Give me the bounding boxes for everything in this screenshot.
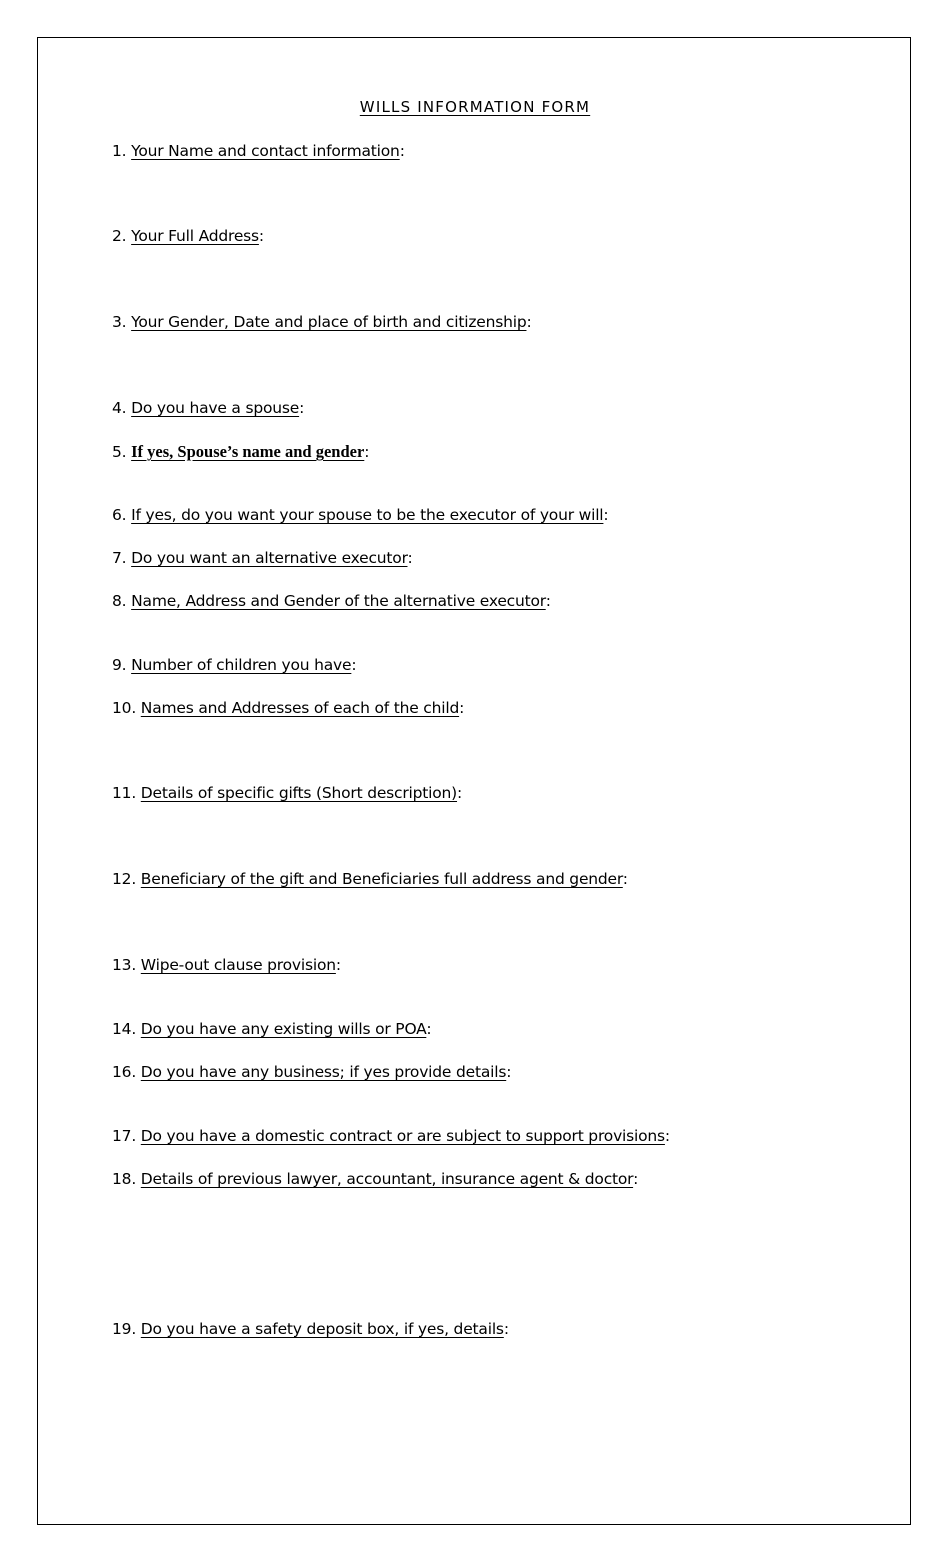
- question-number: 4.: [112, 399, 127, 417]
- question-colon: :: [633, 1170, 639, 1188]
- question-colon: :: [503, 1320, 509, 1338]
- question-label: Do you have a safety deposit box, if yes, details: [140, 1320, 504, 1338]
- question-number: 13.: [112, 956, 137, 974]
- question-label: Your Name and contact information: [131, 142, 400, 160]
- question-colon: :: [299, 399, 305, 417]
- question-16: [112, 1063, 511, 1081]
- question-label: Name, Address and Gender of the alternative executor: [131, 592, 546, 610]
- question-number: 5.: [112, 443, 127, 461]
- question-7: [112, 549, 413, 567]
- question-colon: :: [426, 1020, 432, 1038]
- question-12: [112, 870, 628, 888]
- page-border: [37, 37, 911, 1525]
- question-colon: :: [459, 699, 465, 717]
- question-colon: :: [407, 549, 413, 567]
- question-label: Do you have any existing wills or POA: [140, 1020, 427, 1038]
- question-colon: :: [664, 1127, 670, 1145]
- question-colon: :: [457, 784, 463, 802]
- question-1: [112, 142, 405, 160]
- question-number: 7.: [112, 549, 127, 567]
- question-8: [112, 592, 551, 610]
- question-colon: :: [545, 592, 551, 610]
- question-number: 17.: [112, 1127, 137, 1145]
- question-11: [112, 784, 462, 802]
- question-label: Do you want an alternative executor: [131, 549, 408, 567]
- question-label: If yes, Spouse’s name and gender: [131, 442, 365, 461]
- question-19: [112, 1320, 509, 1338]
- question-number: 1.: [112, 142, 127, 160]
- question-label: Your Full Address: [131, 227, 259, 245]
- question-number: 10.: [112, 699, 137, 717]
- question-label: Your Gender, Date and place of birth and citizenship: [131, 313, 527, 331]
- question-number: 2.: [112, 227, 127, 245]
- question-colon: :: [506, 1063, 512, 1081]
- question-label: Details of previous lawyer, accountant, insurance agent & doctor: [140, 1170, 634, 1188]
- question-number: 16.: [112, 1063, 137, 1081]
- question-colon: :: [364, 443, 370, 461]
- question-label: Number of children you have: [131, 656, 352, 674]
- question-14: [112, 1020, 431, 1038]
- question-colon: :: [526, 313, 532, 331]
- question-18: [112, 1170, 638, 1188]
- question-colon: :: [258, 227, 264, 245]
- question-10: [112, 699, 464, 717]
- question-colon: :: [351, 656, 357, 674]
- question-colon: :: [335, 956, 341, 974]
- question-13: [112, 956, 341, 974]
- question-4: [112, 399, 304, 417]
- question-5: [112, 442, 369, 462]
- question-2: [112, 227, 264, 245]
- question-number: 9.: [112, 656, 127, 674]
- question-label: Do you have a domestic contract or are subject to support provisions: [140, 1127, 665, 1145]
- question-number: 6.: [112, 506, 127, 524]
- question-label: Do you have a spouse: [131, 399, 300, 417]
- question-label: Do you have any business; if yes provide details: [140, 1063, 507, 1081]
- question-colon: :: [399, 142, 405, 160]
- question-6: [112, 506, 608, 524]
- question-number: 12.: [112, 870, 137, 888]
- question-number: 11.: [112, 784, 137, 802]
- question-number: 3.: [112, 313, 127, 331]
- question-label: Wipe-out clause provision: [140, 956, 336, 974]
- question-colon: :: [603, 506, 609, 524]
- question-label: Beneficiary of the gift and Beneficiaries full address and gender: [140, 870, 623, 888]
- question-colon: :: [622, 870, 628, 888]
- question-number: 8.: [112, 592, 127, 610]
- question-17: [112, 1127, 670, 1145]
- question-9: [112, 656, 356, 674]
- question-number: 19.: [112, 1320, 137, 1338]
- question-number: 18.: [112, 1170, 137, 1188]
- form-title: WILLS INFORMATION FORM: [359, 98, 591, 116]
- question-label: Details of specific gifts (Short description): [140, 784, 458, 802]
- question-number: 14.: [112, 1020, 137, 1038]
- question-label: Names and Addresses of each of the child: [140, 699, 460, 717]
- question-3: [112, 313, 532, 331]
- question-label: If yes, do you want your spouse to be the executor of your will: [131, 506, 604, 524]
